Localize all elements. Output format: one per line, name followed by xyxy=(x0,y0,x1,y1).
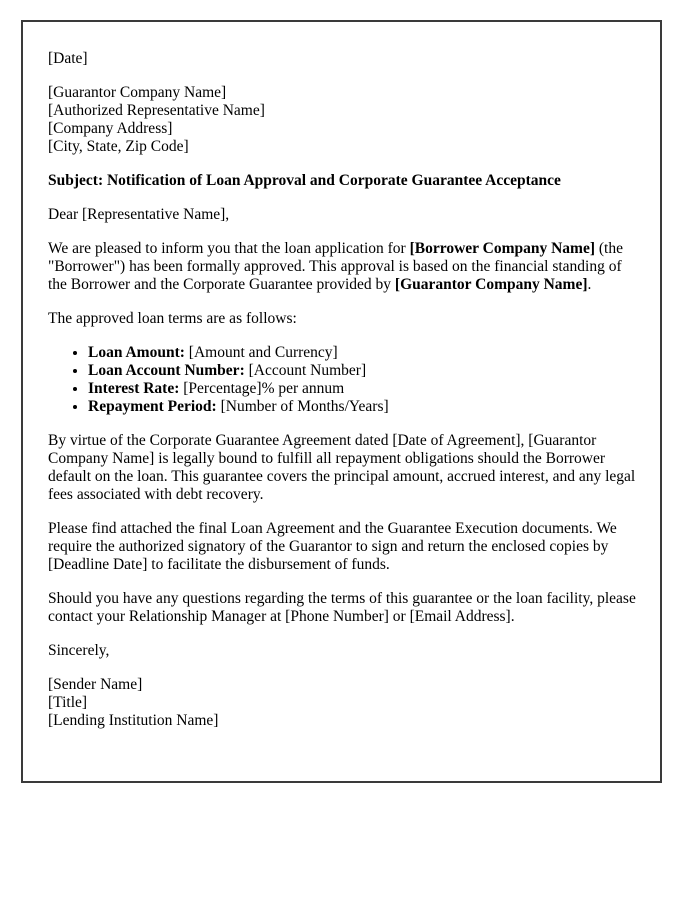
loan-term-label: Interest Rate: xyxy=(88,380,180,397)
loan-approval-letter xyxy=(21,20,662,783)
recipient-company: [Guarantor Company Name] xyxy=(48,84,227,101)
signature-block xyxy=(48,676,636,730)
loan-term-item-account xyxy=(88,362,636,380)
loan-terms-list xyxy=(48,344,636,416)
recipient-representative: [Authorized Representative Name] xyxy=(48,102,265,119)
loan-term-label: Loan Account Number: xyxy=(88,362,245,379)
loan-term-item-repayment xyxy=(88,398,636,416)
loan-term-value: [Percentage]% per annum xyxy=(179,380,345,397)
loan-term-label: Repayment Period: xyxy=(88,398,217,415)
terms-intro: The approved loan terms are as follows: xyxy=(48,310,297,327)
sender-name: [Sender Name] xyxy=(48,676,143,693)
loan-term-item-amount xyxy=(88,344,636,362)
guarantee-paragraph: By virtue of the Corporate Guarantee Agreement dated [Date of Agreement], [Guarantor Company Name] is legally bound to fulfill all repayment obligations should the Borrower default on the loan. This guarantee covers the principal amount, accrued interest, and any legal fees associated with debt recovery. xyxy=(48,432,636,503)
recipient-address: [Company Address] xyxy=(48,120,173,137)
loan-term-item-interest xyxy=(88,380,636,398)
closing: Sincerely, xyxy=(48,642,110,659)
sender-title: [Title] xyxy=(48,694,88,711)
salutation: Dear [Representative Name], xyxy=(48,206,230,223)
contact-paragraph: Should you have any questions regarding the terms of this guarantee or the loan facility, please contact your Relationship Manager at [Phone Number] or [Email Address]. xyxy=(48,590,636,625)
recipient-city-state-zip: [City, State, Zip Code] xyxy=(48,138,189,155)
loan-term-value: [Number of Months/Years] xyxy=(216,398,389,415)
loan-term-value: [Amount and Currency] xyxy=(184,344,338,361)
intro-text-3: . xyxy=(587,276,592,293)
recipient-block xyxy=(48,84,636,156)
attachments-paragraph: Please find attached the final Loan Agreement and the Guarantee Execution documents. We require the authorized signatory of the Guarantor to sign and return the enclosed copies by [Deadline Date] to facilitate the disbursement of funds. xyxy=(48,520,617,573)
intro-paragraph xyxy=(48,240,636,294)
intro-text-2: (the "Borrower") has been formally approved. This approval is based on the financial standing of the Borrower and the Corporate Guarantee provided by xyxy=(48,240,623,293)
subject-line: Subject: Notification of Loan Approval and Corporate Guarantee Acceptance xyxy=(48,172,561,189)
loan-term-value: [Account Number] xyxy=(244,362,367,379)
loan-term-label: Loan Amount: xyxy=(88,344,185,361)
date-line: [Date] xyxy=(48,50,88,67)
borrower-company-bold: [Borrower Company Name] xyxy=(409,240,595,257)
guarantor-company-bold: [Guarantor Company Name] xyxy=(394,276,588,293)
institution-name: [Lending Institution Name] xyxy=(48,712,219,729)
intro-text-1: We are pleased to inform you that the loan application for xyxy=(48,240,410,257)
